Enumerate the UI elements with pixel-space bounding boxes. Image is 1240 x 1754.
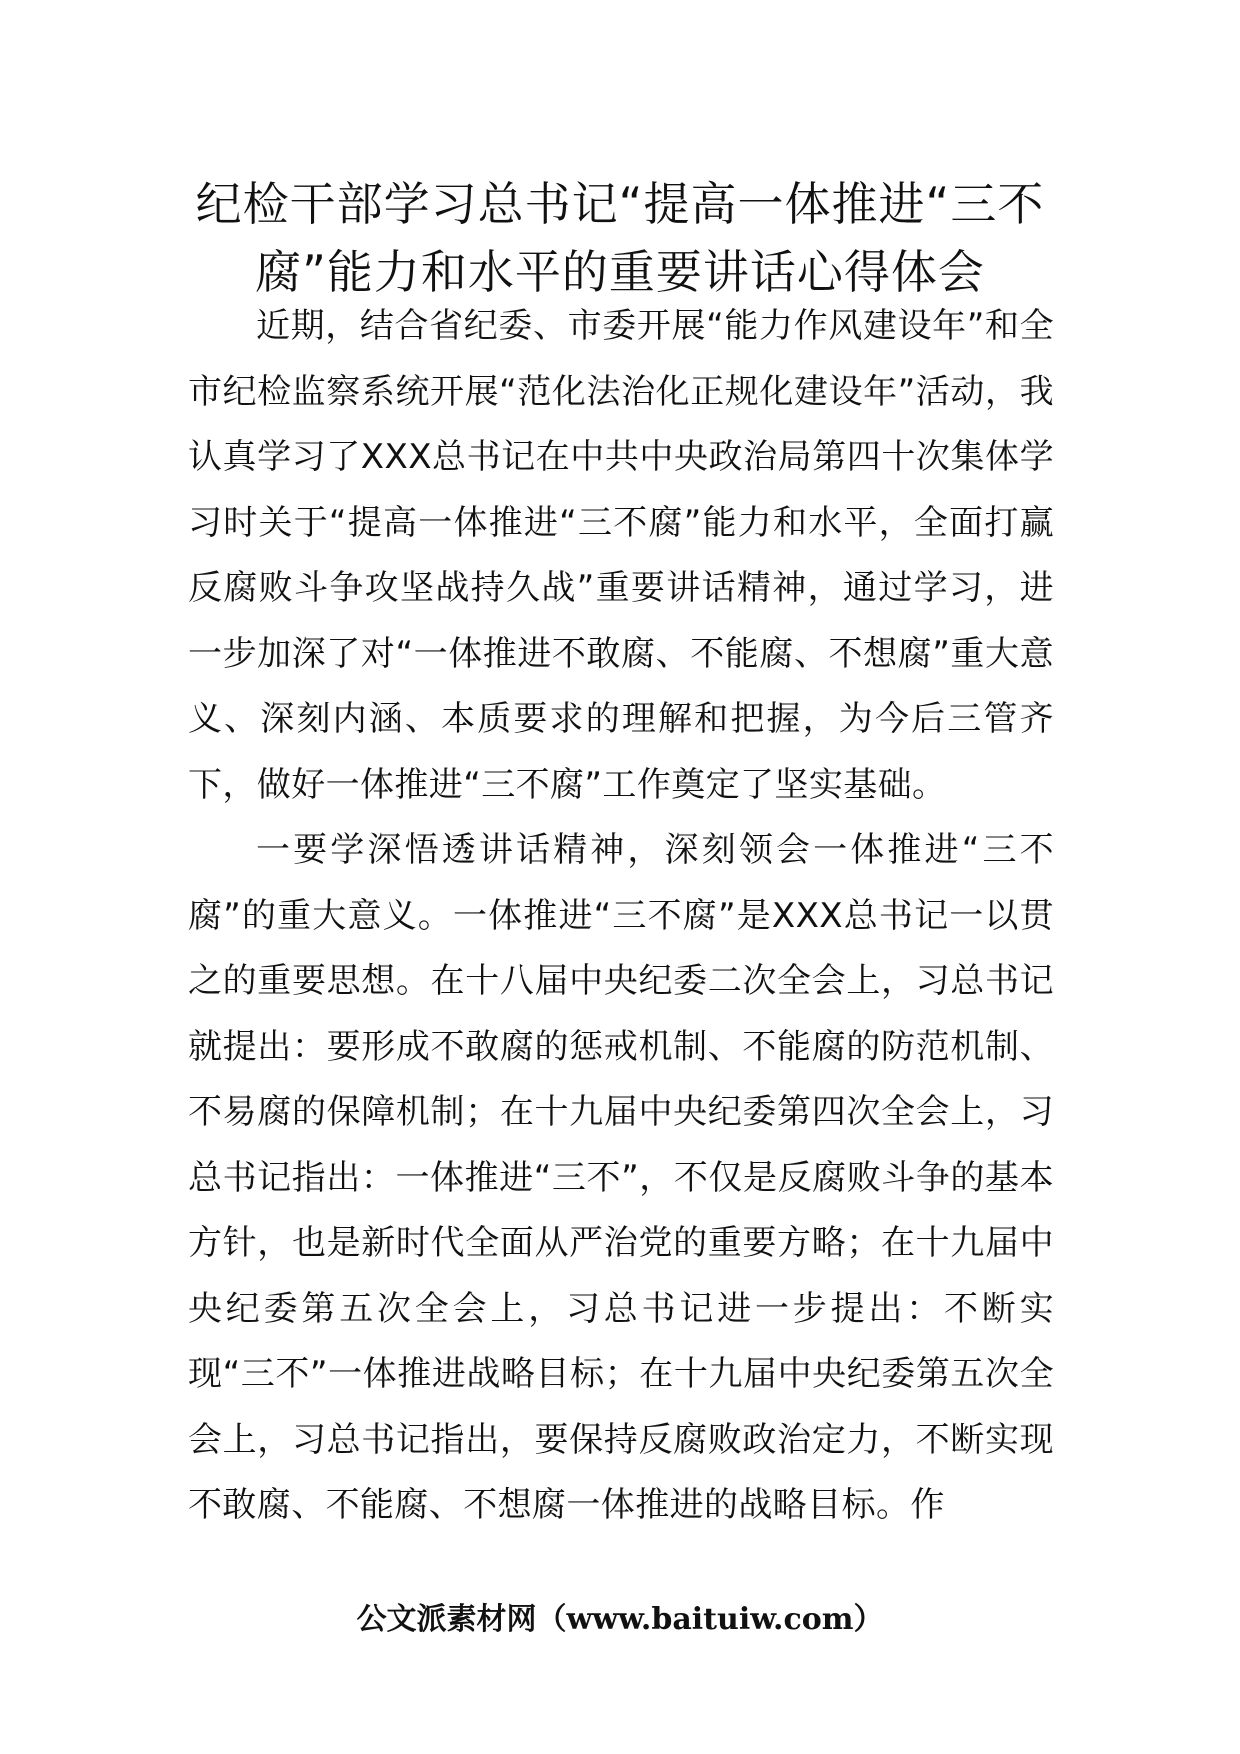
document-body <box>188 294 1054 1539</box>
paragraph-1: 近期，结合省纪委、市委开展“能力作风建设年”和全市纪检监察系统开展“范化法治化正规化建设年”活动，我认真学习了XXX总书记在中共中央政治局第四十次集体学习时关于“提高一体推进“三不腐”能力和水平，全面打赢反腐败斗争攻坚战持久战”重要讲话精神，通过学习，进一步加深了对“一体推进不敢腐、不能腐、不想腐”重大意义、深刻内涵、本质要求的理解和把握，为今后三管齐下，做好一体推进“三不腐”工作奠定了坚实基础。 <box>188 306 1054 805</box>
footer-watermark: 公文派素材网（www.baituiw.com） <box>356 1602 884 1637</box>
paragraph-2: 一要学深悟透讲话精神，深刻领会一体推进“三不腐”的重大意义。一体推进“三不腐”是XXX总书记一以贯之的重要思想。在十八届中央纪委二次全会上，习总书记就提出：要形成不敢腐的惩戒机制、不能腐的防范机制、不易腐的保障机制；在十九届中央纪委第四次全会上，习总书记指出：一体推进“三不”，不仅是反腐败斗争的基本方针，也是新时代全面从严治党的重要方略；在十九届中央纪委第五次全会上，习总书记进一步提出：不断实现“三不”一体推进战略目标；在十九届中央纪委第五次全会上，习总书记指出，要保持反腐败政治定力，不断实现不敢腐、不能腐、不想腐一体推进的战略目标。作 <box>188 830 1054 1525</box>
document-title: 纪检干部学习总书记“提高一体推进“三不腐”能力和水平的重要讲话心得体会 <box>195 177 1045 299</box>
